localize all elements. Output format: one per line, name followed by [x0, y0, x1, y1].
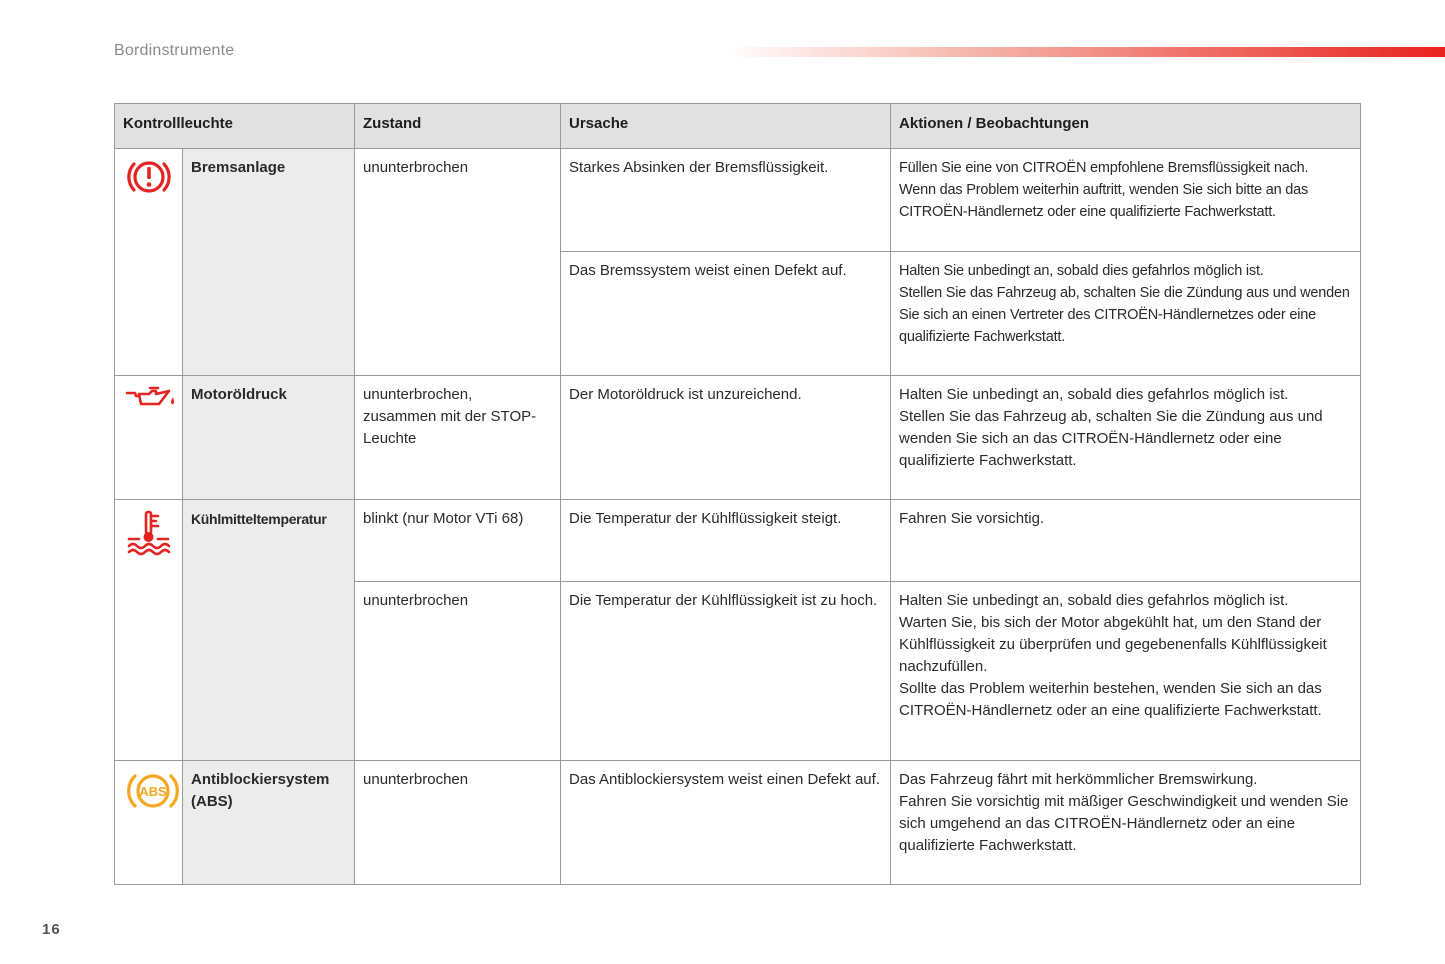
- warning-light-name: Motoröldruck: [183, 376, 355, 500]
- brake-warning-icon: [123, 157, 174, 197]
- icon-cell: [115, 761, 183, 885]
- warning-light-name: Kühlmitteltemperatur: [183, 500, 355, 761]
- zustand-cell: ununterbrochen: [355, 149, 561, 376]
- warning-lights-table: [114, 103, 1361, 885]
- oil-pressure-icon: [123, 384, 174, 414]
- zustand-cell: ununterbrochen: [355, 582, 561, 761]
- abs-warning-icon: [123, 769, 174, 813]
- column-header-aktionen: Aktionen / Beobachtungen: [891, 104, 1361, 149]
- ursache-cell: Die Temperatur der Kühlflüssigkeit ist zu hoch.: [561, 582, 891, 761]
- table-row: [115, 500, 1361, 582]
- table-row: [115, 761, 1361, 885]
- ursache-cell: Die Temperatur der Kühlflüssigkeit steigt.: [561, 500, 891, 582]
- table-header-row: [115, 104, 1361, 149]
- aktionen-cell: Fahren Sie vorsichtig.: [891, 500, 1361, 582]
- ursache-cell: Das Bremssystem weist einen Defekt auf.: [561, 252, 891, 376]
- warning-light-name: Bremsanlage: [183, 149, 355, 376]
- abs-icon-label: ABS: [139, 784, 167, 799]
- coolant-temperature-icon: [123, 508, 174, 556]
- zustand-cell: ununterbrochen, zusammen mit der STOP- Leuchte: [355, 376, 561, 500]
- table-row: [115, 376, 1361, 500]
- page-number: 16: [42, 921, 61, 938]
- column-header-zustand: Zustand: [355, 104, 561, 149]
- zustand-cell: blinkt (nur Motor VTi 68): [355, 500, 561, 582]
- column-header-ursache: Ursache: [561, 104, 891, 149]
- icon-cell: [115, 376, 183, 500]
- ursache-cell: Das Antiblockiersystem weist einen Defekt auf.: [561, 761, 891, 885]
- aktionen-cell: Das Fahrzeug fährt mit herkömmlicher Bremswirkung. Fahren Sie vorsichtig mit mäßiger Geschwindigkeit und wenden Sie sich umgehend an das CITROËN-Händlernetz oder an eine qualifizierte Fachwerkstatt.: [891, 761, 1361, 885]
- icon-cell: [115, 500, 183, 761]
- ursache-cell: Starkes Absinken der Bremsflüssigkeit.: [561, 149, 891, 252]
- ursache-cell: Der Motoröldruck ist unzureichend.: [561, 376, 891, 500]
- header-accent-bar: [725, 47, 1445, 57]
- section-title: Bordinstrumente: [114, 42, 235, 59]
- aktionen-cell: Halten Sie unbedingt an, sobald dies gefahrlos möglich ist. Stellen Sie das Fahrzeug ab, schalten Sie die Zündung aus und wenden Sie sich an einen Vertreter des CITROËN-Händlernetzes oder eine qualifizierte Fachwerkstatt.: [891, 252, 1361, 376]
- aktionen-cell: Füllen Sie eine von CITROËN empfohlene Bremsflüssigkeit nach. Wenn das Problem weiterhin auftritt, wenden Sie sich bitte an das CITROËN-Händlernetz oder eine qualifizierte Fachwerkstatt.: [891, 149, 1361, 252]
- column-header-kontrollleuchte: Kontrollleuchte: [115, 104, 355, 149]
- aktionen-cell: Halten Sie unbedingt an, sobald dies gefahrlos möglich ist. Stellen Sie das Fahrzeug ab, schalten Sie die Zündung aus und wenden Sie sich an das CITROËN-Händlernetz oder eine qualifizierte Fachwerkstatt.: [891, 376, 1361, 500]
- zustand-cell: ununterbrochen: [355, 761, 561, 885]
- aktionen-cell: Halten Sie unbedingt an, sobald dies gefahrlos möglich ist. Warten Sie, bis sich der Motor abgekühlt hat, um den Stand der Kühlflüssigkeit zu überprüfen und gegebenenfalls Kühlflüssigkeit nachzufüllen. Sollte das Problem weiterhin bestehen, wenden Sie sich an das CITROËN-Händlernetz oder an eine qualifizierte Fachwerkstatt.: [891, 582, 1361, 761]
- icon-cell: [115, 149, 183, 376]
- table-row: [115, 149, 1361, 252]
- warning-light-name: Antiblockiersystem (ABS): [183, 761, 355, 885]
